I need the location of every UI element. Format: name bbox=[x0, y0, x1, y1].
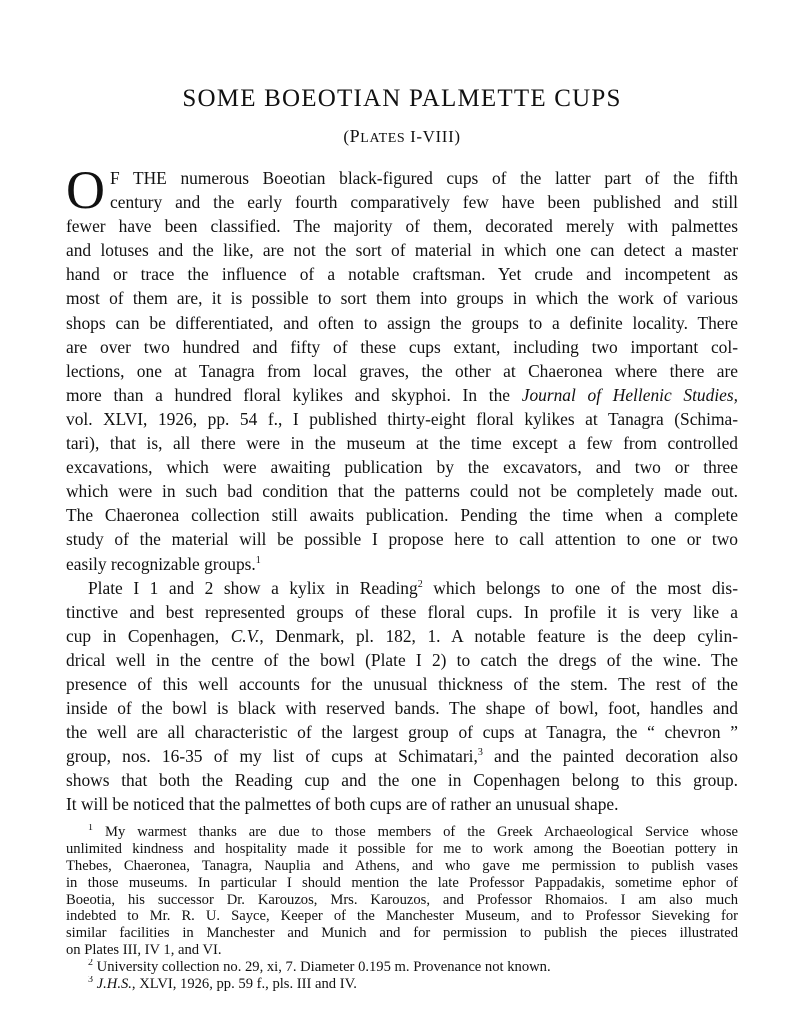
footnote-line bbox=[66, 976, 738, 993]
text-segment: cup in Copenhagen, bbox=[66, 625, 231, 646]
text-line: The Chaeronea collection still awaits publication. Pending the time when a complete bbox=[66, 505, 738, 526]
text-line: F THE numerous Boeotian black-figured cups of the latter part of the fifth bbox=[110, 168, 738, 188]
subtitle-paren: ( bbox=[343, 127, 350, 146]
footnote-line: in those museums. In particular I should mention the late Professor Pappadakis, sometime ephor of bbox=[66, 874, 738, 891]
text-line bbox=[66, 576, 738, 600]
text-segment: more than a hundred floral kylikes and skyphoi. In the bbox=[66, 384, 522, 405]
jhs-abbrev: J.H.S. bbox=[96, 976, 132, 993]
text-segment: and the painted decoration also bbox=[482, 746, 738, 767]
text-line: It will be noticed that the palmettes of both cups are of rather an unusual shape. bbox=[66, 794, 619, 815]
text-segment: , XLVI, 1926, pp. 59 f., pls. III and IV. bbox=[131, 976, 357, 993]
text-segment: University collection no. 29, xi, 7. Diameter 0.195 m. Provenance not known. bbox=[96, 959, 551, 976]
cva-abbrev: C.V. bbox=[230, 625, 260, 646]
footnote-line: Thebes, Chaeronea, Tanagra, Nauplia and Athens, and who gave me permission to publish vases bbox=[66, 857, 738, 874]
footnote-ref: 1 bbox=[255, 554, 261, 566]
subtitle-initial: P bbox=[349, 126, 361, 146]
footnote-number: 2 bbox=[88, 959, 93, 969]
text-segment: which belongs to one of the most dis- bbox=[422, 577, 738, 598]
text-line bbox=[66, 744, 738, 768]
text-line: century and the early fourth comparatively few have been published and still bbox=[110, 192, 738, 213]
text-line: presence of this well accounts for the unusual thickness of the stem. The rest of the bbox=[66, 673, 738, 694]
drop-cap: O bbox=[66, 160, 105, 220]
text-segment: , Denmark, pl. 182, 1. A notable feature is the deep cylin- bbox=[259, 625, 738, 646]
text-line: lections, one at Tanagra from local graves, the other at Chaeronea where there are bbox=[66, 360, 738, 381]
subtitle-smallcaps: LATES bbox=[360, 131, 406, 146]
text-line: the well are all characteristic of the largest group of cups at Tanagra, the “ chevron ” bbox=[66, 722, 738, 743]
text-line bbox=[66, 383, 738, 407]
footnote-line bbox=[66, 959, 738, 976]
text-line: tinctive and best represented groups of these floral cups. In profile it is very like a bbox=[66, 601, 738, 622]
text-line: drical well in the centre of the bowl (Plate I 2) to catch the dregs of the wine. The bbox=[66, 649, 738, 670]
text-line: are over two hundred and fifty of these cups extant, including two important col- bbox=[66, 336, 738, 357]
footnote-number: 1 bbox=[88, 824, 93, 834]
body-text bbox=[66, 160, 738, 817]
footnote-number: 3 bbox=[88, 976, 93, 986]
text-line: shops can be differentiated, and often to assign the groups to a definite locality. There bbox=[66, 312, 738, 333]
journal-title: Journal of Hellenic Studies, bbox=[521, 384, 738, 405]
text-line bbox=[66, 624, 738, 648]
footnote-line bbox=[66, 824, 738, 841]
footnote-line: similar facilities in Manchester and Munich and for permission to publish the pieces illustrated bbox=[66, 925, 738, 942]
subtitle-plates-range: I-VIII) bbox=[405, 127, 461, 146]
footnotes bbox=[66, 824, 738, 993]
text-line: fewer have been classified. The majority of them, decorated merely with palmettes bbox=[66, 216, 738, 237]
text-line: vol. XLVI, 1926, pp. 54 f., I published thirty-eight floral kylikes at Tanagra (Schima- bbox=[66, 408, 738, 429]
text-segment: group, nos. 16-35 of my list of cups at Schimatari, bbox=[66, 746, 478, 767]
footnote-line: on Plates III, IV 1, and VI. bbox=[66, 942, 222, 959]
text-line: inside of the bowl is black with reserved bands. The shape of bowl, foot, handles and bbox=[66, 698, 738, 719]
text-line: hand or trace the influence of a notable craftsman. Yet crude and incompetent as bbox=[66, 264, 738, 285]
footnote-line: Boeotia, his successor Dr. Karouzos, Mrs. Karouzos, and Professor Rhomaios. I am also much bbox=[66, 891, 738, 908]
text-segment: easily recognizable groups. bbox=[66, 553, 256, 574]
text-line: excavations, which were awaiting publication by the excavators, and two or three bbox=[66, 457, 738, 478]
text-segment: My warmest thanks are due to those members of the Greek Archaeological Service whose bbox=[104, 824, 738, 840]
footnote-line: unlimited kindness and hospitality made it possible for me to work among the Boeotian pottery in bbox=[66, 840, 738, 857]
text-segment: Plate I 1 and 2 show a kylix in Reading bbox=[88, 577, 418, 598]
text-line: most of them are, it is possible to sort them into groups in which the work of various bbox=[66, 288, 738, 309]
article-subtitle bbox=[66, 125, 738, 150]
text-line: and lotuses and the like, are not the sort of material in which one can detect a master bbox=[66, 240, 738, 261]
footnote-ref: 2 bbox=[417, 578, 423, 590]
footnote-ref: 3 bbox=[477, 747, 483, 759]
text-line: shows that both the Reading cup and the one in Copenhagen belong to this group. bbox=[66, 770, 738, 791]
text-line: tari), that is, all there were in the museum at the time except a few from controlled bbox=[66, 433, 738, 454]
text-line: study of the material will be possible I propose here to call attention to one or two bbox=[66, 529, 738, 550]
article-title: SOME BOEOTIAN PALMETTE CUPS bbox=[182, 85, 622, 112]
text-line bbox=[66, 552, 738, 576]
footnote-line: indebted to Mr. R. U. Sayce, Keeper of the Manchester Museum, and to Professor Sieveking for bbox=[66, 908, 738, 925]
text-line: which were in such bad condition that the patterns could not be completely made out. bbox=[66, 481, 738, 502]
